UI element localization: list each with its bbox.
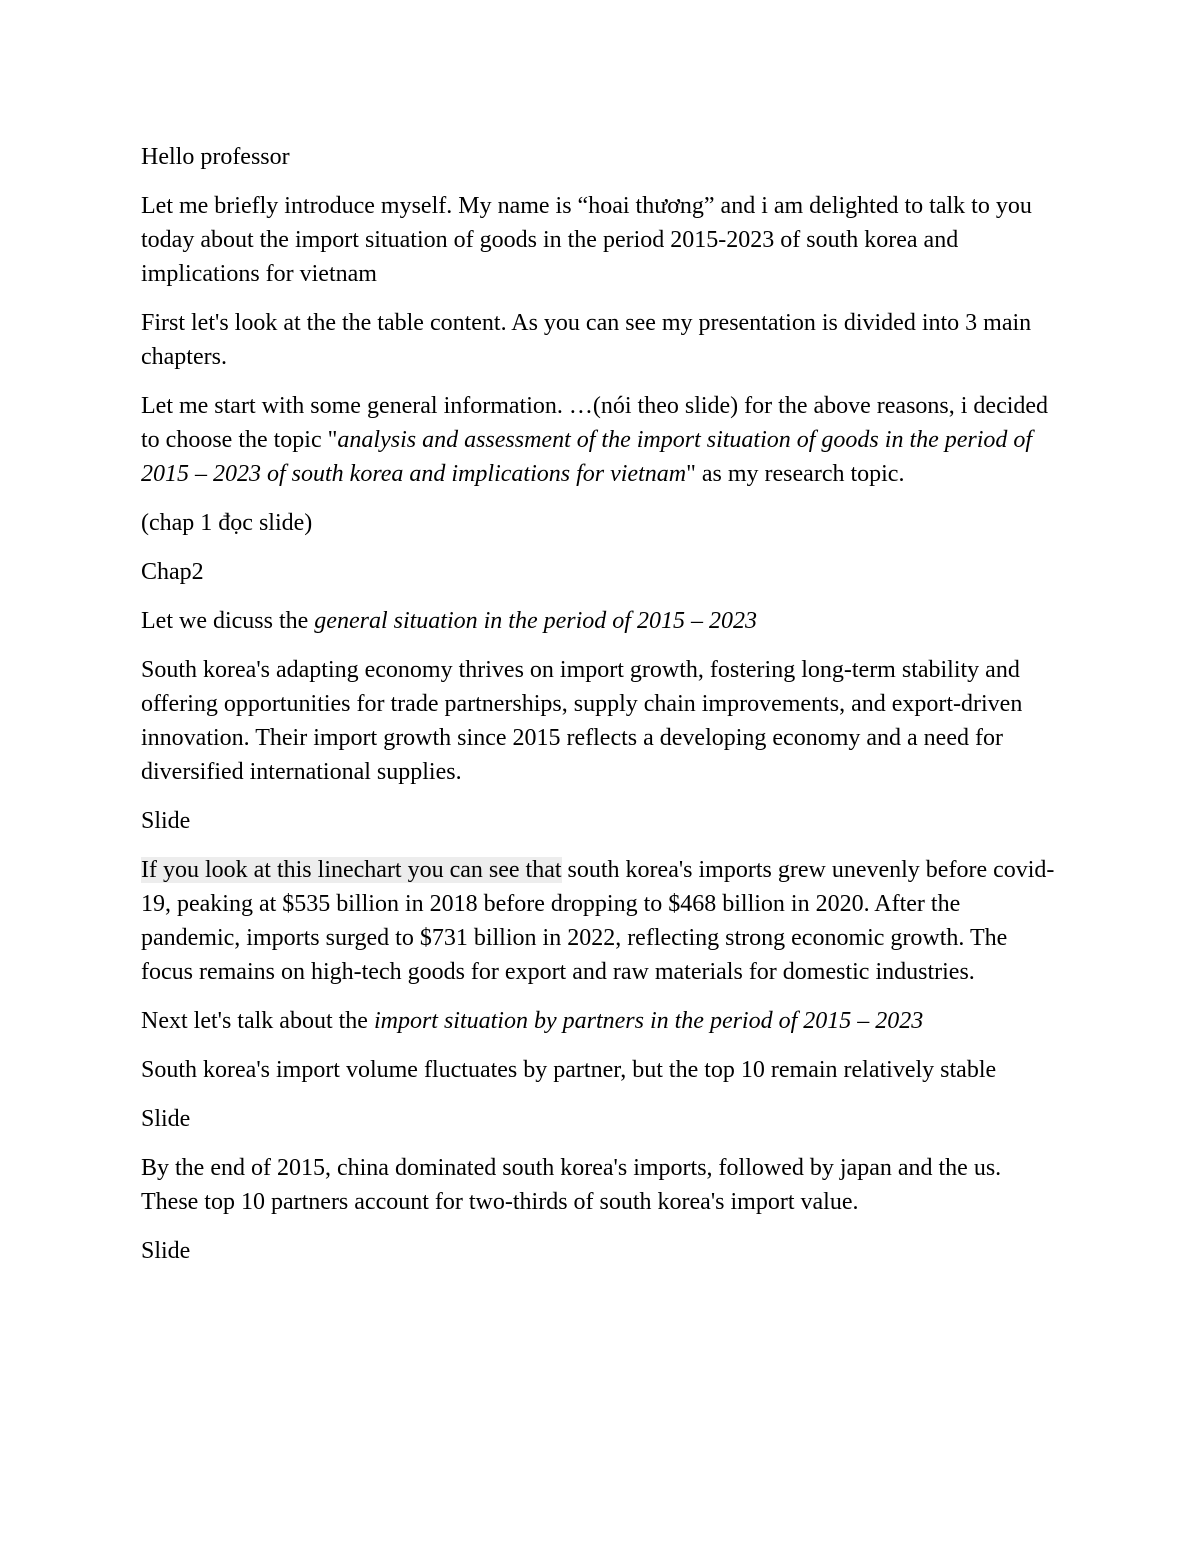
slide-label: Slide [141, 1106, 191, 1132]
paragraph-slide-2 [141, 1102, 1061, 1136]
greeting-text: Hello professor [141, 144, 290, 170]
partners-situation-italic: import situation by partners in the period of 2015 – 2023 [373, 1008, 924, 1034]
paragraph-chapter-1-note [141, 506, 1061, 540]
chapter-1-note-text: (chap 1 đọc slide) [141, 510, 313, 536]
paragraph-economy-overview [141, 653, 1061, 789]
discuss-prefix-text: Let we dicuss the [141, 608, 315, 634]
top-partners-text: By the end of 2015, china dominated south korea's imports, followed by japan and the us. These top 10 partners account for two-thirds of south korea's import value. [141, 1155, 1002, 1215]
slide-label: Slide [141, 808, 191, 834]
research-topic-italic: analysis and assessment of the import situation of goods in the period of 2015 – 2023 of south korea and implications for vietnam [141, 427, 1033, 487]
paragraph-table-content [141, 306, 1061, 374]
chapter-2-heading-text: Chap2 [141, 559, 204, 585]
paragraph-top-partners [141, 1151, 1061, 1219]
paragraph-greeting [141, 140, 1061, 174]
introduction-text: Let me briefly introduce myself. My name is “hoai thương” and i am delighted to talk to you today about the import situation of goods in the period 2015-2023 of south korea and implications for vietnam [141, 193, 1032, 287]
paragraph-partners-intro [141, 1004, 1061, 1038]
slide-label: Slide [141, 1238, 191, 1264]
general-situation-italic: general situation in the period of 2015 – 2023 [314, 608, 757, 634]
paragraph-chapter-2-heading [141, 555, 1061, 589]
paragraph-import-volume [141, 1053, 1061, 1087]
import-volume-text: South korea's import volume fluctuates by partner, but the top 10 remain relatively stable [141, 1057, 997, 1083]
document-page [141, 140, 1061, 1283]
paragraph-slide-3 [141, 1234, 1061, 1268]
research-topic-suffix: " as my research topic. [686, 461, 905, 487]
table-content-text: First let's look at the the table content. As you can see my presentation is divided into 3 main chapters. [141, 310, 1032, 370]
general-information-text: Let me start with some general information. …(nói theo slide) for the above reasons, i decided to choose the topic " [141, 393, 1049, 453]
paragraph-linechart [141, 853, 1061, 989]
highlighted-text: If you look at this linechart you can see that [141, 857, 562, 883]
paragraph-introduction [141, 189, 1061, 291]
paragraph-discuss-general-situation [141, 604, 1061, 638]
paragraph-general-information [141, 389, 1061, 491]
paragraph-slide-1 [141, 804, 1061, 838]
partners-prefix-text: Next let's talk about the [141, 1008, 374, 1034]
linechart-text: south korea's imports grew unevenly before covid-19, peaking at $535 billion in 2018 before dropping to $468 billion in 2020. After the pandemic, imports surged to $731 billion in 2022, reflecting strong economic growth. The focus remains on high-tech goods for export and raw materials for domestic industries. [141, 857, 1055, 985]
economy-overview-text: South korea's adapting economy thrives on import growth, fostering long-term stability and offering opportunities for trade partnerships, supply chain improvements, and export-driven innovation. Their import growth since 2015 reflects a developing economy and a need for diversified international supplies. [141, 657, 1023, 785]
